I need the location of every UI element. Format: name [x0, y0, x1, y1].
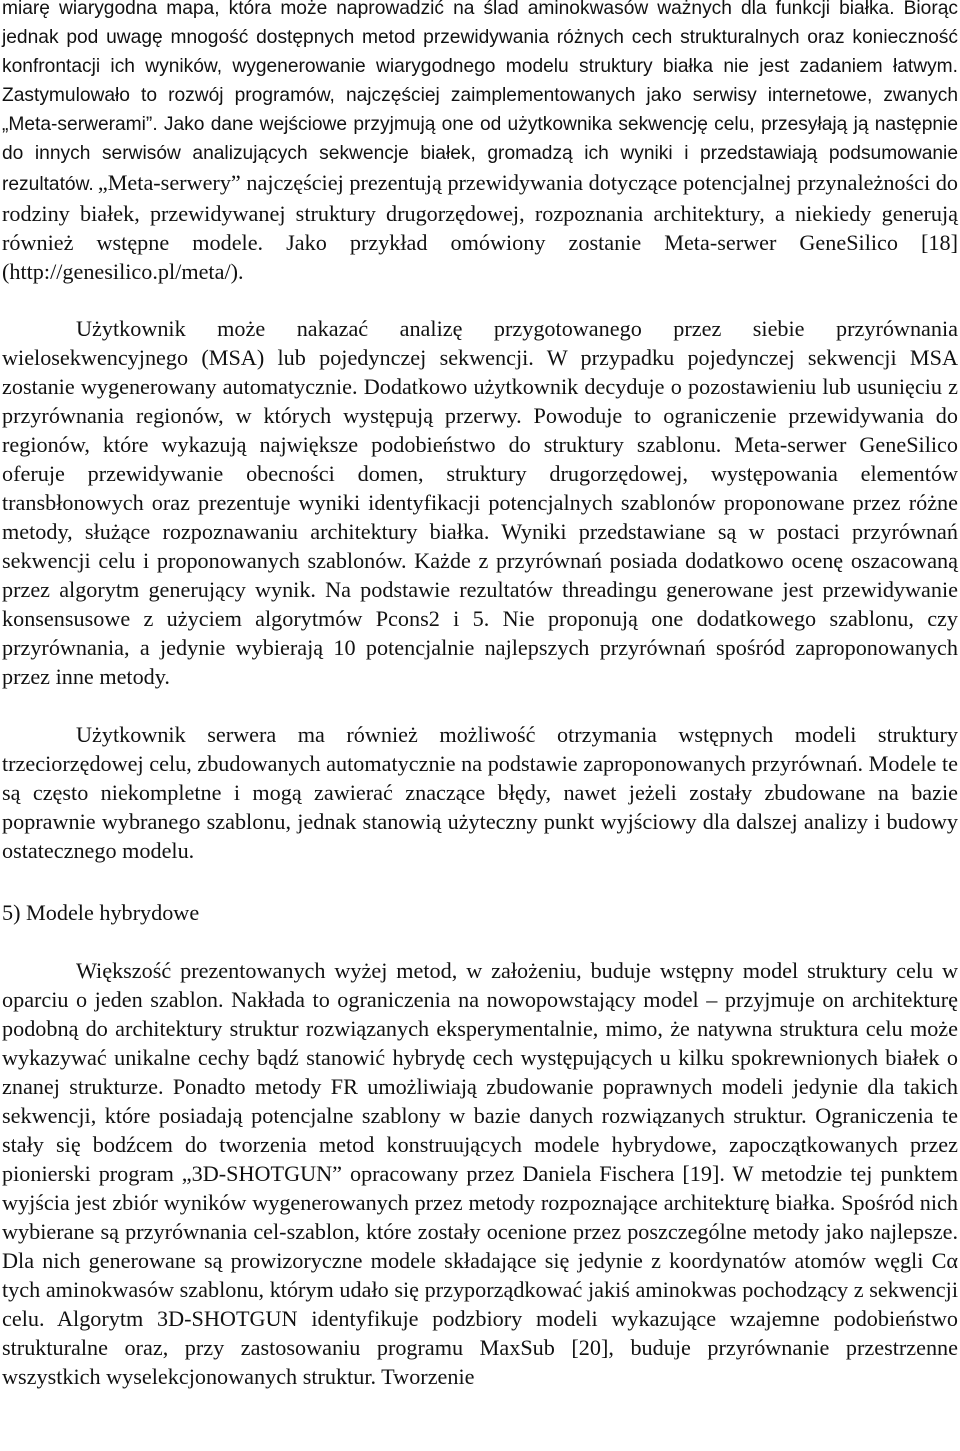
- paragraph-meta-servers: [2, 0, 958, 286]
- section-heading-hybrid-models: 5) Modele hybrydowe: [2, 900, 200, 925]
- paragraph-meta-servers-serif-part: „Meta-serwery” najczęściej prezentują przewidywania dotyczące potencjalnej przynależności do rodziny białek, przewidywanej struktury drugorzędowej, rozpoznania architektury, a niekiedy generują również wstępne modele. Jako przykład omówiony zostanie Meta-serwer GeneSilico [18] (http://genesilico.pl/meta/).: [2, 170, 959, 284]
- paragraph-initial-models: Użytkownik serwera ma również możliwość otrzymania wstępnych modeli struktury trzeciorzędowej celu, zbudowanych automatycznie na podstawie zaproponowanych przyrównań. Modele te są często niekompletne i mogą zawierać znaczące błędy, nawet jeżeli zostały zbudowane na bazie poprawnie wybranego szablonu, jednak stanowią użyteczny punkt wyjściowy dla dalszej analizy i budowy ostatecznego modelu.: [2, 722, 958, 863]
- paragraph-genesilico-analysis: Użytkownik może nakazać analizę przygotowanego przez siebie przyrównania wielosekwencyjnego (MSA) lub pojedynczej sekwencji. W przypadku pojedynczej sekwencji MSA zostanie wygenerowany automatycznie. Dodatkowo użytkownik decyduje o pozostawieniu lub usunięciu z przyrównania regionów, w których występują przerwy. Powoduje to ograniczenie przewidywania do regionów, które wykazują największe podobieństwo do struktury szablonu. Meta-serwer GeneSilico oferuje przewidywanie obecności domen, struktury drugorzędowej, występowania elementów transbłonowych oraz prezentuje wyniki identyfikacji potencjalnych szablonów proponowane przez różne metody, służące rozpoznawaniu architektury białka. Wyniki przedstawiane są w postaci przyrównań sekwencji celu i proponowanych szablonów. Każde z przyrównań posiada dodatkowo ocenę oszacowaną przez algorytm generujący wynik. Na podstawie rezultatów threadingu generowane jest przewidywanie konsensusowe z użyciem algorytmów Pcons2 i 5. Nie proponują one dodatkowego szablonu, czy przyrównania, a jedynie wybierają 10 potencjalnie najlepszych przyrównań spośród zaproponowanych przez inne metody.: [2, 316, 958, 689]
- paragraph-hybrid-models: Większość prezentowanych wyżej metod, w założeniu, buduje wstępny model struktury celu w oparciu o jeden szablon. Nakłada to ograniczenia na nowopowstający model – przyjmuje on architekturę podobną do architektury struktur rozwiązanych eksperymentalnie, mimo, że natywna struktura celu może wykazywać unikalne cechy bądź stanowić hybrydę cech występujących u kilku spokrewnionych białek o znanej strukturze. Ponadto metody FR umożliwiają zbudowanie poprawnych modeli jedynie dla takich sekwencji, które posiadają potencjalne szablony w bazie danych rozwiązanych struktur. Ograniczenia te stały się bodźcem do tworzenia metod konstruujących modele hybrydowe, zapoczątkowanych przez pionierski program „3D-SHOTGUN” opracowany przez Daniela Fischera [19]. W metodzie tej punktem wyjścia jest zbiór wyników wygenerowanych przez metody rozpoznające architekturę białka. Spośród nich wybierane są przyrównania cel-szablon, które zostały ocenione przez poszczególne metody jako najlepsze. Dla nich generowane są prowizoryczne modele składające się jedynie z koordynatów atomów węgli Cα tych aminokwasów szablonu, którym udało się przyporządkować jakiś aminokwas pochodzący z sekwencji celu. Algorytm 3D-SHOTGUN identyfikuje podzbiory modeli wykazujące wzajemne podobieństwo strukturalne oraz, przy zastosowaniu programu MaxSub [20], buduje przyrównanie przestrzenne wszystkich wyselekcjonowanych struktur. Tworzenie: [2, 958, 958, 1389]
- paragraph-meta-servers-sans-part: miarę wiarygodna mapa, która może naprowadzić na ślad aminokwasów ważnych dla funkcji białka. Biorąc jednak pod uwagę mnogość dostępnych metod przewidywania różnych cech strukturalnych oraz konieczność konfrontacji ich wyników, wygenerowanie wiarygodnego modelu struktury białka nie jest zadaniem łatwym. Zastymulowało to rozwój programów, najczęściej zaimplementowanych jako serwisy internetowe, zwanych „Meta-serwerami”. Jako dane wejściowe przyjmują one od użytkownika sekwencję celu, przesyłają ją następnie do innych serwisów analizujących sekwencje białek, gromadzą ich wyniki i przedstawiają podsumowanie rezultatów.: [2, 0, 958, 195]
